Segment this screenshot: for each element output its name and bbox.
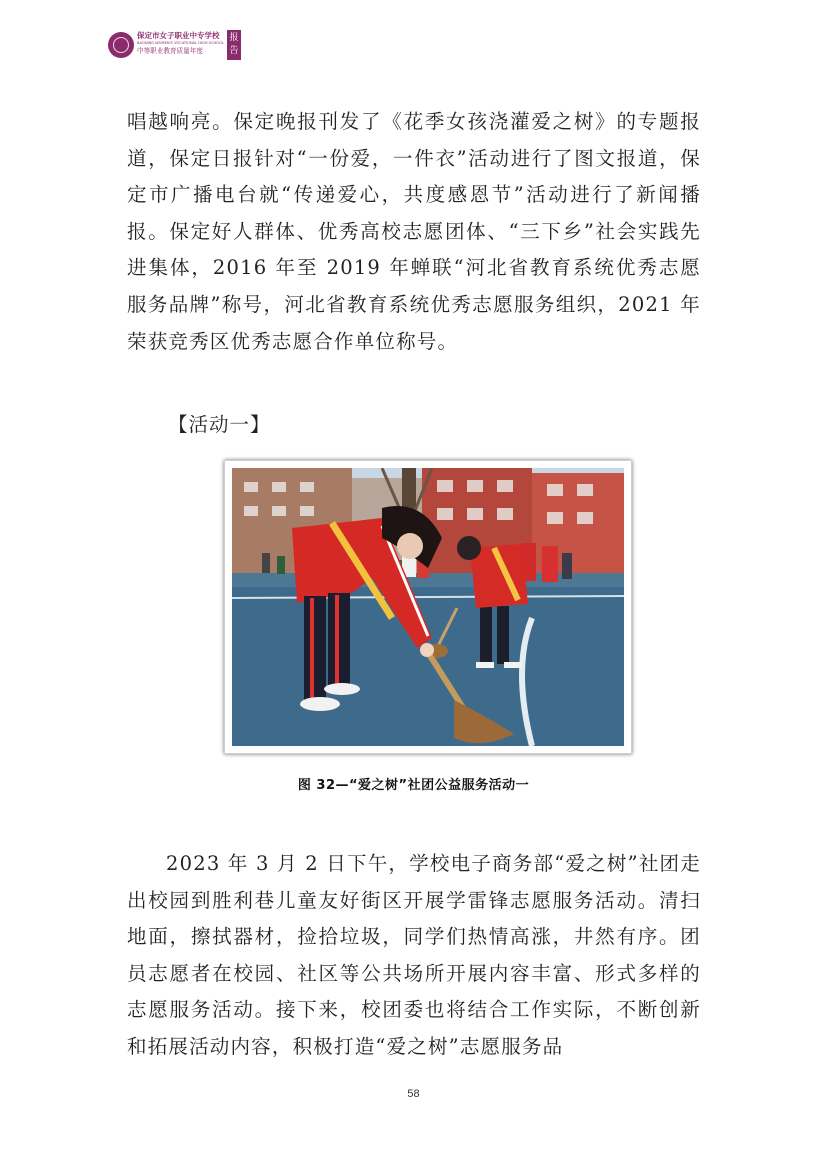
- paragraph-text: 唱越响亮。保定晚报刊发了《花季女孩浇灌爱之树》的专题报道，保定日报针对“一份爱，一件衣”活动进行了图文报道，保定市广播电台就“传递爱心，共度感恩节”活动进行了新闻播报。保定好人群体、优秀高校志愿团体、“三下乡”社会实践先进集体，2016 年至 2019 年蝉联“河北省教育系统优秀志愿服务品牌”称号，河北省教育系统优秀志愿服务组织，2021 年荣获竞秀区优秀志愿合作单位称号。: [127, 110, 701, 353]
- school-seal-icon: [108, 32, 134, 58]
- body-paragraph-1: [127, 104, 701, 360]
- activity-photo: [224, 460, 632, 754]
- section-heading: 【活动一】: [168, 413, 271, 436]
- header-logo: [108, 30, 242, 60]
- school-name-english: BAODING WOMEN'S VOCATIONAL HIGH SCHOOL: [137, 41, 224, 45]
- body-paragraph-2: [127, 846, 701, 1066]
- photo-illustration: [232, 468, 624, 746]
- report-badge: 报告: [227, 30, 241, 60]
- report-title: 中等职业教育质量年度: [137, 47, 203, 55]
- figure-caption: 图 32—“爱之树”社团公益服务活动一: [297, 778, 530, 793]
- paragraph-text: 2023 年 3 月 2 日下午，学校电子商务部“爱之树”社团走出校园到胜利巷儿童友好街区开展学雷锋志愿服务活动。清扫地面，擦拭器材，捡拾垃圾，同学们热情高涨，井然有序。团员志愿者在校园、社区等公共场所开展内容丰富、形式多样的志愿服务活动。接下来，校团委也将结合工作实际，不断创新和拓展活动内容，积极打造“爱之树”志愿服务品: [127, 852, 701, 1058]
- school-name: 保定市女子职业中专学校: [137, 31, 220, 40]
- page-number: 58: [407, 1088, 420, 1100]
